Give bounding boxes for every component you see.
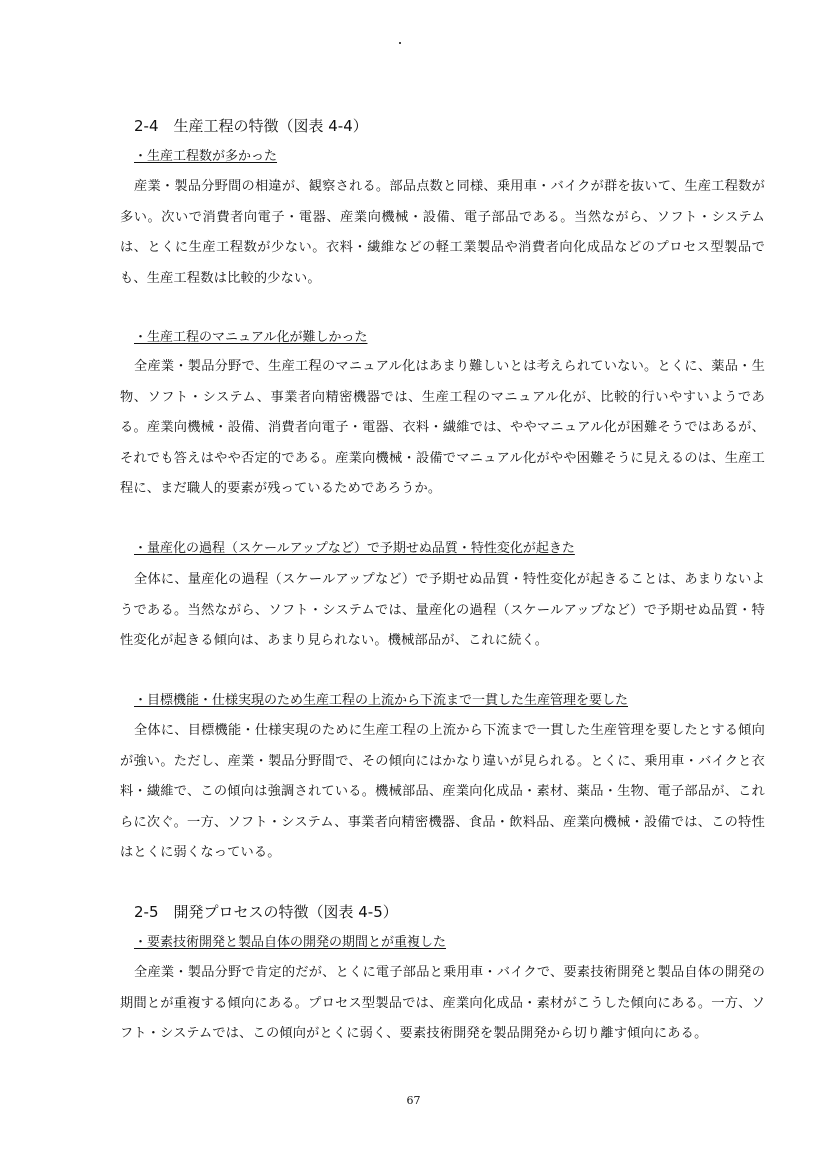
paragraph-scale-up: 全体に、量産化の過程（スケールアップなど）で予期せぬ品質・特性変化が起きることは、あまりないようである。当然ながら、ソフト・システムでは、量産化の過程（スケールアップなど）で予期せぬ品質・特性変化が起きる傾向は、あまり見られない。機械部品が、これに続く。 — [120, 572, 765, 648]
page-number: 67 — [406, 1094, 421, 1107]
section-heading-2-5: 2-5 開発プロセスの特徴（図表 4-5） — [134, 903, 398, 921]
paragraph-production-management: 全体に、目標機能・仕様実現のために生産工程の上流から下流まで一貫した生産管理を要したとする傾向が強い。ただし、産業・製品分野間で、その傾向にはかなり違いが見られる。とくに、乗用車・バイクと衣料・繊維で、この傾向は強調されている。機械部品、産業向化成品・素材、薬品・生物、電子部品が、これらに次ぐ。一方、ソフト・システム、事業者向精密機器、食品・飲料品、産業向機械・設備では、この特性はとくに弱くなっている。 — [120, 723, 765, 860]
paragraph-process-steps: 産業・製品分野間の相違が、観察される。部品点数と同様、乗用車・バイクが群を抜いて、生産工程数が多い。次いで消費者向電子・電器、産業向機械・設備、電子部品である。当然ながら、ソフト・システムは、とくに生産工程数が少ない。衣料・繊維などの軽工業製品や消費者向化成品などのプロセス型製品でも、生産工程数は比較的少ない。 — [120, 179, 765, 286]
scan-speck — [399, 42, 401, 44]
paragraph-manualization: 全産業・製品分野で、生産工程のマニュアル化はあまり難しいとは考えられていない。とくに、薬品・生物、ソフト・システム、事業者向精密機器では、生産工程のマニュアル化が、比較的行いやすいようである。産業向機械・設備、消費者向電子・電器、衣料・繊維では、ややマニュアル化が困難そうではあるが、それでも答えはやや否定的である。産業向機械・設備でマニュアル化がやや困難そうに見えるのは、生産工程に、まだ職人的要素が残っているためであろうか。 — [120, 359, 765, 496]
section-heading-2-4: 2-4 生産工程の特徴（図表 4-4） — [134, 117, 368, 135]
subheading-process-steps: ・生産工程数が多かった — [134, 149, 278, 164]
paragraph-development-overlap: 全産業・製品分野で肯定的だが、とくに電子部品と乗用車・バイクで、要素技術開発と製品自体の開発の期間とが重複する傾向にある。プロセス型製品では、産業向化成品・素材がこうした傾向にある。一方、ソフト・システムでは、この傾向がとくに弱く、要素技術開発を製品開発から切り離す傾向にある。 — [120, 965, 765, 1041]
subheading-development-overlap: ・要素技術開発と製品自体の開発の期間とが重複した — [134, 935, 447, 950]
subheading-scale-up: ・量産化の過程（スケールアップなど）で予期せぬ品質・特性変化が起きた — [134, 541, 575, 556]
subheading-manualization: ・生産工程のマニュアル化が難しかった — [134, 330, 368, 345]
subheading-production-management: ・目標機能・仕様実現のため生産工程の上流から下流まで一貫した生産管理を要した — [134, 693, 629, 708]
